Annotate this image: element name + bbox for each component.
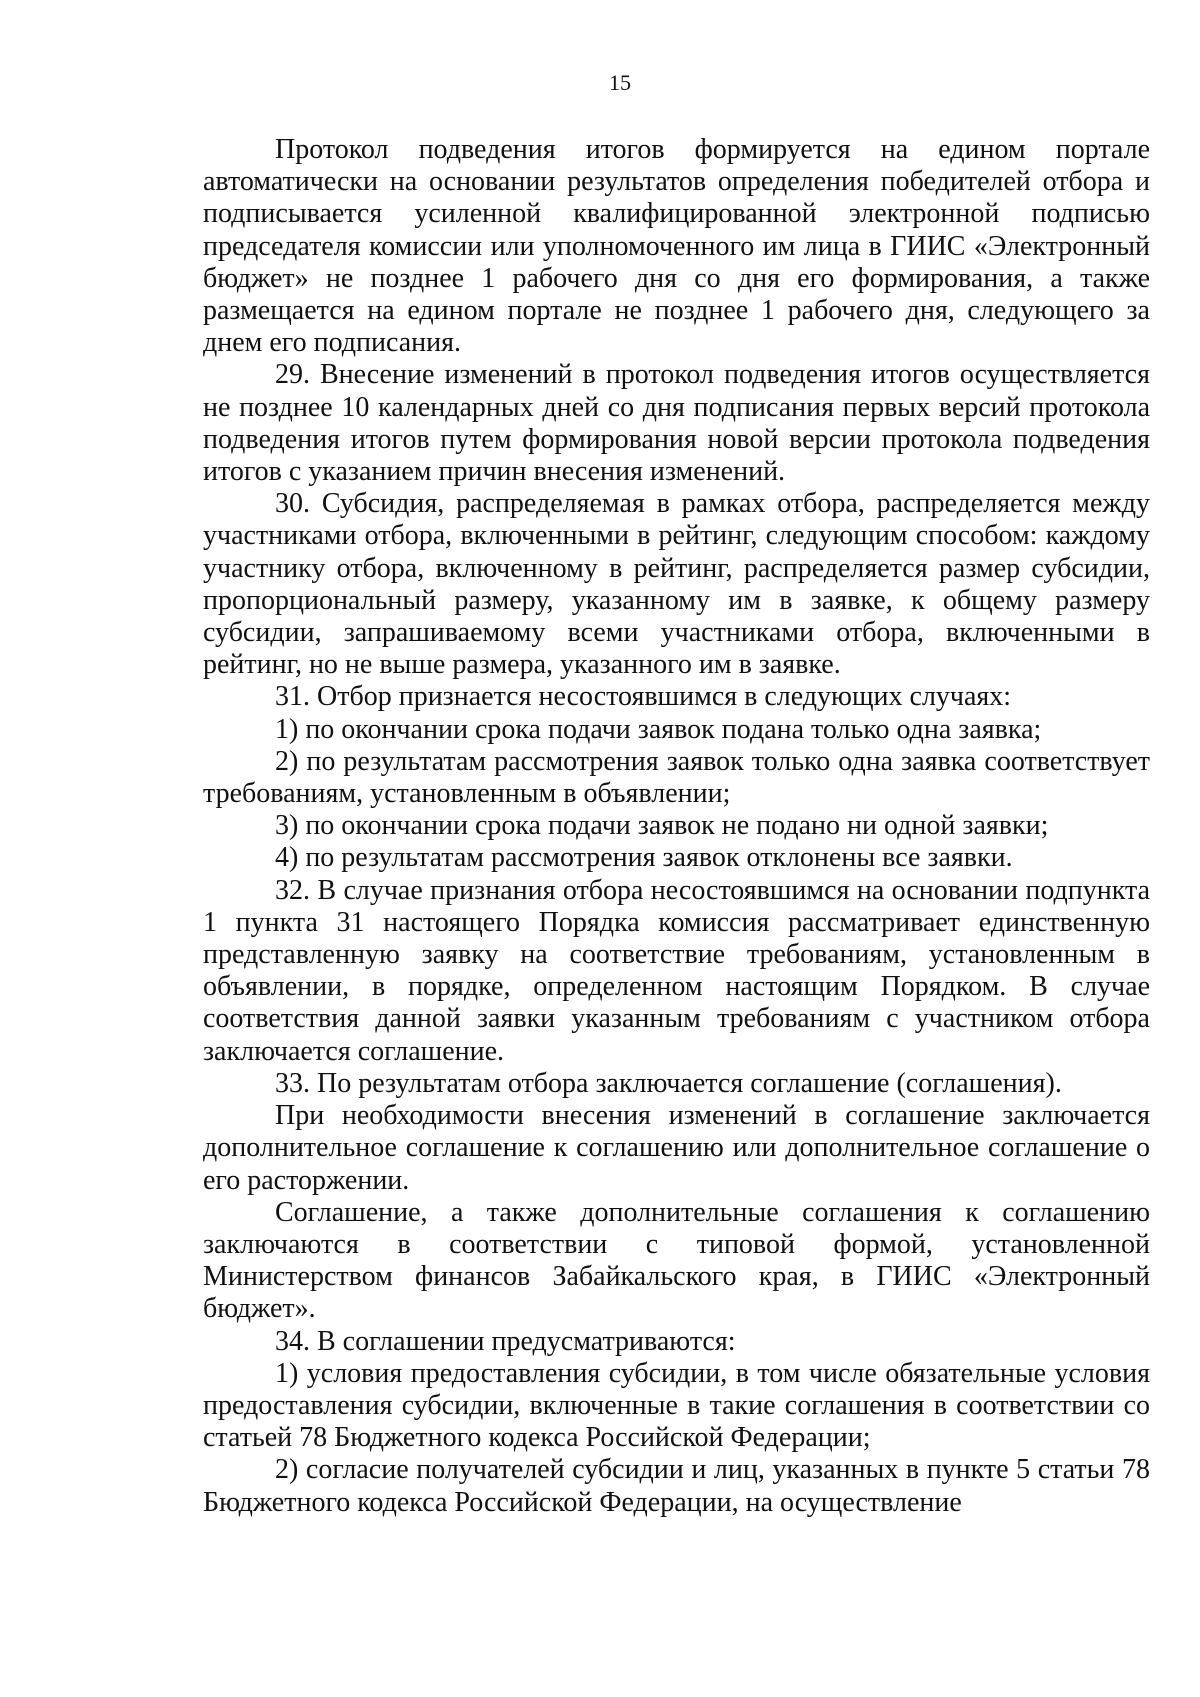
paragraph-33-amendments: При необходимости внесения изменений в соглашение заключается дополнительное соглашение к соглашению или дополнительное соглашение о его расторжении. xyxy=(203,1100,1150,1196)
list-item-34-2: 2) согласие получателей субсидии и лиц, указанных в пункте 5 статьи 78 Бюджетного кодекса Российской Федерации, на осуществление xyxy=(203,1454,1150,1518)
paragraph-protocol-formation: Протокол подведения итогов формируется на едином портале автоматически на основании результатов определения победителей отбора и подписывается усиленной квалифицированной электронной подписью председателя комиссии или уполномоченного им лица в ГИИС «Электронный бюджет» не позднее 1 рабочего дня со дня его формирования, а также размещается на едином портале не позднее 1 рабочего дня, следующего за днем его подписания. xyxy=(203,134,1150,359)
list-item-31-4: 4) по результатам рассмотрения заявок отклонены все заявки. xyxy=(275,842,1013,874)
paragraph-33-typical-form: Соглашение, а также дополнительные соглашения к соглашению заключаются в соответствии с типовой формой, установленной Министерством финансов Забайкальского края, в ГИИС «Электронный бюджет». xyxy=(203,1196,1150,1325)
document-body xyxy=(203,134,1150,1519)
list-item-31-1: 1) по окончании срока подачи заявок подана только одна заявка; xyxy=(275,713,1042,745)
list-item-34-1: 1) условия предоставления субсидии, в том числе обязательные условия предоставления субсидии, включенные в такие соглашения в соответствии со статьей 78 Бюджетного кодекса Российской Федерации; xyxy=(203,1357,1150,1454)
paragraph-32: 32. В случае признания отбора несостоявшимся на основании подпункта 1 пункта 31 настоящего Порядка комиссия рассматривает единственную представленную заявку на соответствие требованиям, установленным в объявлении, в порядке, определенном настоящим Порядком. В случае соответствия данной заявки указанным требованиям с участником отбора заключается соглашение. xyxy=(203,874,1150,1067)
paragraph-29: 29. Внесение изменений в протокол подведения итогов осуществляется не позднее 10 календарных дней со дня подписания первых версий протокола подведения итогов путем формирования новой версии протокола подведения итогов с указанием причин внесения изменений. xyxy=(203,359,1150,488)
list-item-31-2: 2) по результатам рассмотрения заявок только одна заявка соответствует требованиям, установленным в объявлении; xyxy=(203,745,1150,810)
paragraph-30: 30. Субсидия, распределяемая в рамках отбора, распределяется между участниками отбора, включенными в рейтинг, следующим способом: каждому участнику отбора, включенному в рейтинг, распределяется размер субсидии, пропорциональный размеру, указанному им в заявке, к общему размеру субсидии, запрашиваемому всеми участниками отбора, включенными в рейтинг, но не выше размера, указанного им в заявке. xyxy=(203,488,1150,681)
paragraph-31: 31. Отбор признается несостоявшимся в следующих случаях: xyxy=(275,681,1012,713)
list-item-31-3: 3) по окончании срока подачи заявок не подано ни одной заявки; xyxy=(275,810,1049,842)
page-number: 15 xyxy=(609,70,631,95)
paragraph-33: 33. По результатам отбора заключается соглашение (соглашения). xyxy=(275,1067,1062,1099)
paragraph-34: 34. В соглашении предусматриваются: xyxy=(275,1325,736,1357)
